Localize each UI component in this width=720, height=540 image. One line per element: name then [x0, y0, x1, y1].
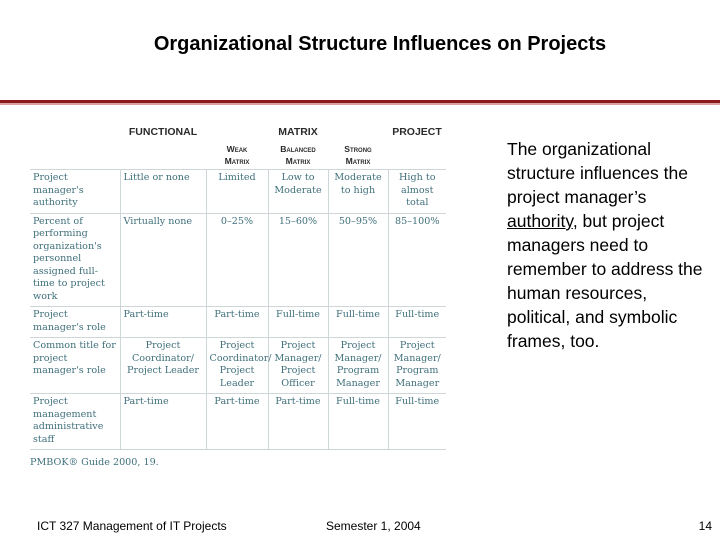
table-cell: Part-time: [206, 307, 268, 338]
table-source: PMBOK® Guide 2000, 19.: [30, 457, 159, 468]
footer-semester: Semester 1, 2004: [326, 519, 421, 533]
table-cell: Little or none: [120, 170, 206, 214]
table-row: [30, 338, 446, 394]
table-cell: Part-time: [268, 394, 328, 450]
table-cell: Part-time: [120, 394, 206, 450]
side-text-before: The organizational structure influences the project manager’s: [507, 139, 688, 207]
header-strong-matrix: Strong Matrix: [328, 141, 388, 170]
header-project: PROJECT: [392, 126, 442, 138]
title-divider-shadow: [0, 103, 720, 105]
table-cell: Moderate to high: [328, 170, 388, 214]
slide-title: Organizational Structure Influences on Projects: [153, 33, 607, 55]
header-weak-matrix: Weak Matrix: [206, 141, 268, 170]
table-cell: Full-time: [388, 394, 446, 450]
header-functional: FUNCTIONAL: [128, 126, 198, 138]
header-blank: [30, 125, 120, 141]
side-text: [507, 137, 707, 353]
table-row: [30, 170, 446, 214]
table-cell: Virtually none: [120, 213, 206, 307]
table-row: [30, 213, 446, 307]
header-balanced-matrix: Balanced Matrix: [268, 141, 328, 170]
table-cell: Project Manager/ Program Manager: [328, 338, 388, 394]
table-cell: Limited: [206, 170, 268, 214]
table-cell: Project Coordinator/ Project Leader: [120, 338, 206, 394]
header-strong-spacer: [328, 125, 388, 141]
org-structure-table: [30, 125, 446, 450]
table-row: [30, 307, 446, 338]
header-matrix: MATRIX: [278, 126, 318, 138]
row-label: Project management administrative staff: [30, 394, 120, 450]
table-cell: Full-time: [388, 307, 446, 338]
row-label: Percent of performing organization's personnel assigned full-time to project work: [30, 213, 120, 307]
row-label: Common title for project manager's role: [30, 338, 120, 394]
table-cell: Full-time: [328, 307, 388, 338]
table-cell: High to almost total: [388, 170, 446, 214]
footer-page-number: 14: [698, 519, 712, 533]
table-cell: 85–100%: [388, 213, 446, 307]
footer-course: ICT 327 Management of IT Projects: [37, 519, 227, 533]
table-cell: 0–25%: [206, 213, 268, 307]
org-structure-table-figure: [30, 125, 450, 468]
table-cell: 50–95%: [328, 213, 388, 307]
table-row: [30, 394, 446, 450]
sub-header-row: [30, 141, 446, 170]
row-label: Project manager's authority: [30, 170, 120, 214]
header-weak-spacer: [206, 125, 268, 141]
table-cell: Full-time: [328, 394, 388, 450]
side-text-authority: authority: [507, 211, 573, 231]
table-cell: Part-time: [120, 307, 206, 338]
table-cell: Low to Moderate: [268, 170, 328, 214]
table-cell: Project Manager/ Program Manager: [388, 338, 446, 394]
table-cell: Project Manager/ Project Officer: [268, 338, 328, 394]
row-label: Project manager's role: [30, 307, 120, 338]
table-cell: Part-time: [206, 394, 268, 450]
group-header-row: [30, 125, 446, 141]
table-cell: Full-time: [268, 307, 328, 338]
table-cell: Project Coordinator/ Project Leader: [206, 338, 268, 394]
table-cell: 15–60%: [268, 213, 328, 307]
side-text-after: , but project managers need to remember to address the human resources, political, and symbolic frames, too.: [507, 211, 703, 351]
